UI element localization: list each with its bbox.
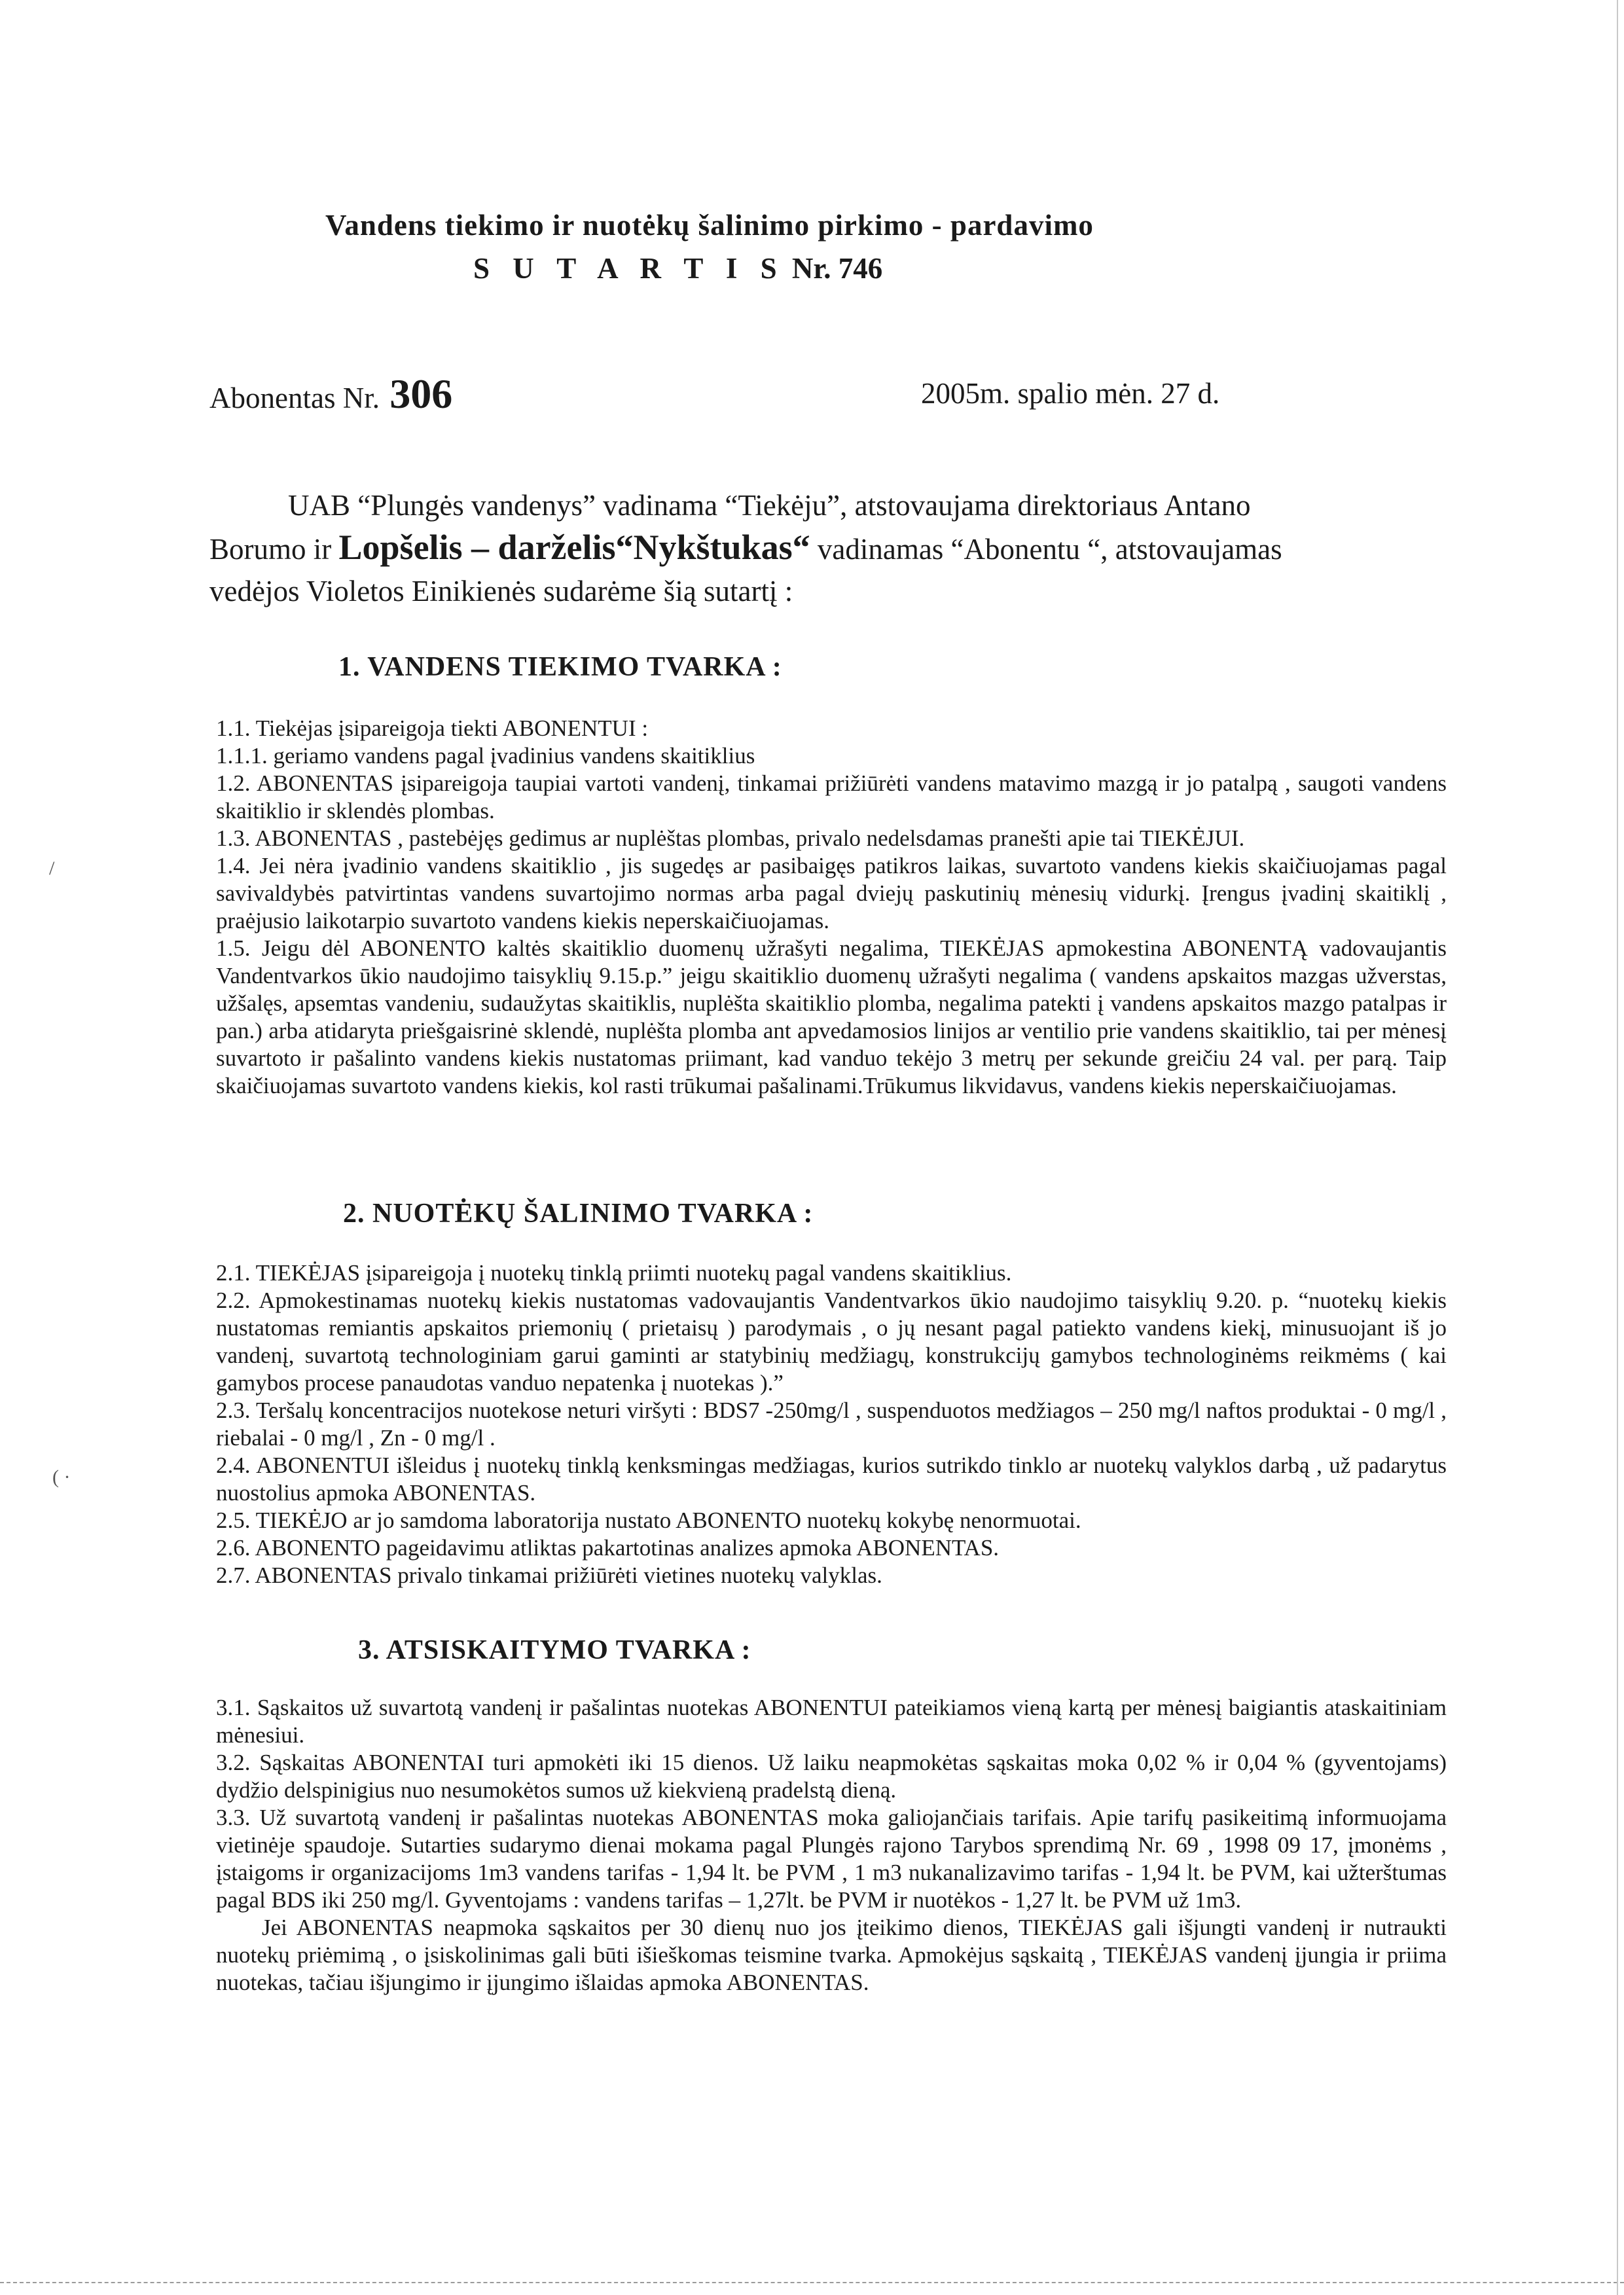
section-2-heading: 2. NUOTĖKŲ ŠALINIMO TVARKA : bbox=[343, 1199, 814, 1229]
clause: 2.1. TIEKĖJAS įsipareigoja į nuotekų tinklą priimti nuotekų pagal vandens skaitiklius. bbox=[216, 1260, 1012, 1286]
clause: 3.2. Sąskaitas ABONENTAI turi apmokėti iki 15 dienos. Už laiku neapmokėtas sąskaitas moka 0,02 % ir 0,04 % (gyventojams) dydžio delspinigius nuo nesumokėtos sumos už kiekvieną pradelstą dieną. bbox=[216, 1750, 1447, 1803]
intro-paragraph bbox=[209, 484, 1440, 612]
margin-mark: / bbox=[49, 858, 55, 879]
clause: 2.5. TIEKĖJO ar jo samdoma laboratorija nustato ABONENTO nuotekų kokybę nenormuotai. bbox=[216, 1508, 1081, 1533]
intro-line-2-prefix: Borumo ir bbox=[209, 533, 332, 566]
section-1-heading: 1. VANDENS TIEKIMO TVARKA : bbox=[338, 652, 782, 682]
intro-line-1: UAB “Plungės vandenys” vadinama “Tiekėju”, atstovaujama direktoriaus Antano bbox=[288, 489, 1251, 522]
subscriber-number bbox=[209, 370, 452, 418]
intro-line-2-suffix: vadinamas “Abonentu “, atstovaujamas bbox=[817, 533, 1282, 566]
clause: 1.1. Tiekėjas įsipareigoja tiekti ABONENTUI : bbox=[216, 715, 649, 741]
clause: 1.5. Jeigu dėl ABONENTO kaltės skaitiklio duomenų užrašyti negalima, TIEKĖJAS apmokestina ABONENTĄ vadovaujantis Vandentvarkos ūkio naudojimo taisyklių 9.15.p.” jeigu skaitiklio duomenų užrašyti negalima ( vandens apskaitos mazgas užverstas, užšalęs, apsemtas vandeniu, sudaužytas skaitiklis, nuplėšta skaitiklio plomba, negalima patekti į vandens apskaitos mazgo patalpas ir pan.) arba atidaryta priešgaisrinė sklendė, nuplėšta plomba ant apvedamosios linijos ar ventilio prie vandens skaitiklio, tai per mėnesį suvartoto ir pašalinto vandens kiekis nustatomas priimant, kad vanduo tekėjo 3 metrų per sekunde greičiu 24 val. per parą. Taip skaičiuojamas suvartoto vandens kiekis, kol rasti trūkumai pašalinami.Trūkumus likvidavus, vandens kiekis neperskaičiuojamas. bbox=[216, 935, 1447, 1098]
party-2-name: Lopšelis – darželis“Nykštukas“ bbox=[338, 528, 810, 567]
intro-line-3: vedėjos Violetos Einikienės sudarėme šią sutartį : bbox=[209, 575, 793, 607]
clause: 3.3. Už suvartotą vandenį ir pašalintas nuotekas ABONENTAS moka galiojančiais tarifais. Apie tarifų pasikeitimą informuojama vietinėje spaudoje. Sutarties sudarymo dienai mokama pagal Plungės rajono Tarybos sprendimą Nr. 69 , 1998 09 17, įmonėms , įstaigoms ir organizacijoms 1m3 vandens tarifas - 1,94 lt. be PVM , 1 m3 nukanalizavimo tarifas - 1,94 lt. be PVM, kai užterštumas pagal BDS iki 250 mg/l. Gyventojams : vandens tarifas – 1,27lt. be PVM ir nuotėkos - 1,27 lt. be PVM už 1m3. bbox=[216, 1805, 1447, 1913]
intro-line-2 bbox=[209, 526, 1440, 570]
subscriber-label: Abonentas Nr. bbox=[209, 382, 380, 414]
title-contract-word: S U T A R T I S bbox=[473, 252, 785, 285]
section-1-clauses bbox=[216, 715, 1447, 1100]
contract-number: Nr. 746 bbox=[791, 252, 883, 285]
subscriber-number-value: 306 bbox=[389, 370, 453, 417]
section-3-clauses bbox=[216, 1694, 1447, 1997]
clause: 2.4. ABONENTUI išleidus į nuotekų tinklą kenksmingas medžiagas, kurios sutrikdo tinklo ar nuotekų valyklos darbą , už padarytus nuostolius apmoka ABONENTAS. bbox=[216, 1453, 1447, 1506]
clause: 2.7. ABONENTAS privalo tinkamai prižiūrėti vietines nuotekų valyklas. bbox=[216, 1563, 882, 1588]
title-line-1: Vandens tiekimo ir nuotėkų šalinimo pirkimo - pardavimo bbox=[325, 209, 1094, 242]
scan-edge-line bbox=[0, 2282, 1624, 2283]
clause: 2.3. Teršalų koncentracijos nuotekose neturi viršyti : BDS7 -250mg/l , suspenduotos medžiagos – 250 mg/l naftos produktai - 0 mg/l , riebalai - 0 mg/l , Zn - 0 mg/l . bbox=[216, 1398, 1447, 1451]
title-line-2 bbox=[473, 251, 882, 285]
contract-date: 2005m. spalio mėn. 27 d. bbox=[921, 377, 1220, 410]
section-2-clauses bbox=[216, 1259, 1447, 1589]
margin-mark: ( · bbox=[52, 1466, 71, 1488]
clause: 3.1. Sąskaitos už suvartotą vandenį ir pašalintas nuotekas ABONENTUI pateikiamos vieną kartą per mėnesį baigiantis ataskaitiniam mėnesiui. bbox=[216, 1695, 1447, 1748]
scan-right-edge bbox=[1617, 0, 1618, 2295]
clause: Jei ABONENTAS neapmoka sąskaitos per 30 dienų nuo jos įteikimo dienos, TIEKĖJAS gali išjungti vandenį ir nutraukti nuotekų priėmimą , o įsiskolinimas gali būti išieškomas teismine tvarka. Apmokėjus sąskaitą , TIEKĖJAS vandenį įjungia ir priima nuotekas, tačiau išjungimo ir įjungimo išlaidas apmoka ABONENTAS. bbox=[216, 1915, 1447, 1995]
clause: 1.1.1. geriamo vandens pagal įvadinius vandens skaitiklius bbox=[216, 743, 755, 768]
clause: 2.6. ABONENTO pageidavimu atliktas pakartotinas analizes apmoka ABONENTAS. bbox=[216, 1535, 1000, 1561]
clause: 1.4. Jei nėra įvadinio vandens skaitiklio , jis sugedęs ar pasibaigęs patikros laikas, suvartoto vandens kiekis skaičiuojamas pagal savivaldybės patvirtintas vandens suvartojimo normas arba pagal dviejų paskutinių mėnesių vidurkį. Įrengus įvadinį skaitiklį , praėjusio laikotarpio suvartoto vandens kiekis neperskaičiuojamas. bbox=[216, 853, 1447, 933]
clause: 1.2. ABONENTAS įsipareigoja taupiai vartoti vandenį, tinkamai prižiūrėti vandens matavimo mazgą ir jo patalpą , saugoti vandens skaitiklio ir sklendės plombas. bbox=[216, 770, 1447, 823]
section-3-heading: 3. ATSISKAITYMO TVARKA : bbox=[358, 1635, 751, 1665]
clause: 1.3. ABONENTAS , pastebėjęs gedimus ar nuplėštas plombas, privalo nedelsdamas pranešti apie tai TIEKĖJUI. bbox=[216, 825, 1245, 851]
clause: 2.2. Apmokestinamas nuotekų kiekis nustatomas vadovaujantis Vandentvarkos ūkio naudojimo taisyklių 9.20. p. “nuotekų kiekis nustatomas remiantis apskaitos priemonių ( prietaisų ) parodymais , o jų nesant pagal patiekto vandens kiekį, minusuojant iš jo vandenį, suvartotą technologiniam garui gaminti ar statybinių medžiagų, konstrukcijų gamybos technologinėms reikmėms ( kai gamybos procese panaudotas vanduo nepatenka į nuotekas ).” bbox=[216, 1288, 1447, 1396]
